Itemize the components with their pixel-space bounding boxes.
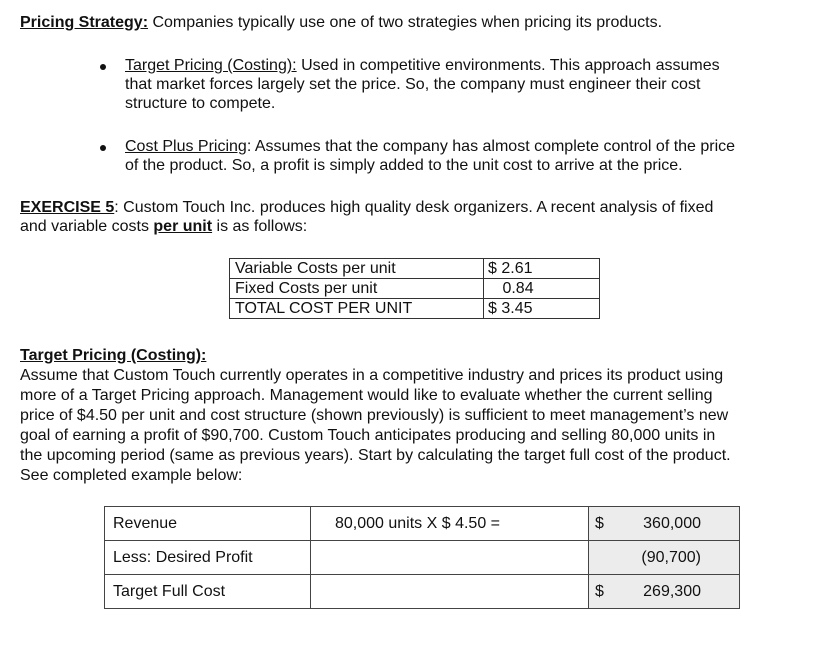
row-calculation xyxy=(311,541,589,575)
table-row xyxy=(105,541,740,575)
bullet-dot xyxy=(100,138,114,151)
dollar-sign: $ xyxy=(595,515,604,532)
row-amount: 360,000 xyxy=(643,515,701,532)
bullet-text: that market forces largely set the price. So, the company must engineer their cost xyxy=(125,76,701,93)
cost-label: Fixed Costs per unit xyxy=(230,279,484,299)
target-line: Assume that Custom Touch currently operates in a competitive industry and prices its product using xyxy=(20,367,724,384)
target-line: See completed example below: xyxy=(20,467,243,484)
cost-amount: 2.61 xyxy=(501,260,533,277)
cost-value xyxy=(484,299,600,319)
cost-label: TOTAL COST PER UNIT xyxy=(230,299,484,319)
pricing-strategy-paragraph xyxy=(20,13,662,32)
row-calculation xyxy=(311,575,589,609)
dollar-sign: $ xyxy=(595,583,604,600)
row-label: Revenue xyxy=(105,507,311,541)
row-amount-cell xyxy=(589,507,740,541)
row-label: Less: Desired Profit xyxy=(105,541,311,575)
per-unit-emphasis: per unit xyxy=(153,218,213,235)
target-line: the upcoming period (same as previous years). Start by calculating the target full cost of the product. xyxy=(20,447,731,464)
target-line: more of a Target Pricing approach. Management would like to evaluate whether the current selling xyxy=(20,387,713,404)
cost-amount: 0.84 xyxy=(502,280,534,297)
bullet-text: of the product. So, a profit is simply added to the unit cost to arrive at the price. xyxy=(125,157,683,174)
bullet-term: Cost Plus Pricing xyxy=(125,138,247,155)
pricing-strategy-heading: Pricing Strategy: xyxy=(20,14,149,31)
bullet-cost-plus-pricing xyxy=(125,137,815,175)
dollar-sign: $ xyxy=(488,260,497,277)
target-line: goal of earning a profit of $90,700. Custom Touch anticipates producing and selling 80,000 units in xyxy=(20,427,716,444)
bullet-term: Target Pricing (Costing): xyxy=(125,57,297,74)
exercise-text: is as follows: xyxy=(212,218,308,235)
bullet-text: structure to compete. xyxy=(125,95,276,112)
table-row xyxy=(105,575,740,609)
bullet-target-pricing xyxy=(125,56,815,113)
target-pricing-section xyxy=(20,346,832,486)
exercise-text: : Custom Touch Inc. produces high quality desk organizers. A recent analysis of fixed xyxy=(114,199,714,216)
table-row xyxy=(105,507,740,541)
cost-value xyxy=(484,279,600,299)
row-label: Target Full Cost xyxy=(105,575,311,609)
bullet-dot xyxy=(100,57,114,70)
row-amount-cell xyxy=(589,541,740,575)
target-pricing-heading: Target Pricing (Costing): xyxy=(20,347,207,364)
cost-value xyxy=(484,259,600,279)
target-full-cost-table xyxy=(104,506,740,609)
exercise-label: EXERCISE 5 xyxy=(20,199,115,216)
target-line: price of $4.50 per unit and cost structure (shown previously) is sufficient to meet management’s new xyxy=(20,407,729,424)
bullet-text: : Assumes that the company has almost complete control of the price xyxy=(246,138,736,155)
exercise-paragraph xyxy=(20,198,820,236)
pricing-strategy-intro: Companies typically use one of two strategies when pricing its products. xyxy=(148,14,663,31)
cost-label: Variable Costs per unit xyxy=(230,259,484,279)
row-calculation: 80,000 units X $ 4.50 = xyxy=(311,507,589,541)
table-row xyxy=(230,299,600,319)
cost-per-unit-table xyxy=(229,258,600,319)
row-amount: (90,700) xyxy=(641,549,701,566)
cost-amount: 3.45 xyxy=(501,300,533,317)
dollar-sign: $ xyxy=(488,300,497,317)
exercise-text: and variable costs xyxy=(20,218,154,235)
bullet-text: Used in competitive environments. This approach assumes xyxy=(296,57,720,74)
row-amount: 269,300 xyxy=(643,583,701,600)
table-row xyxy=(230,259,600,279)
table-row xyxy=(230,279,600,299)
row-amount-cell xyxy=(589,575,740,609)
